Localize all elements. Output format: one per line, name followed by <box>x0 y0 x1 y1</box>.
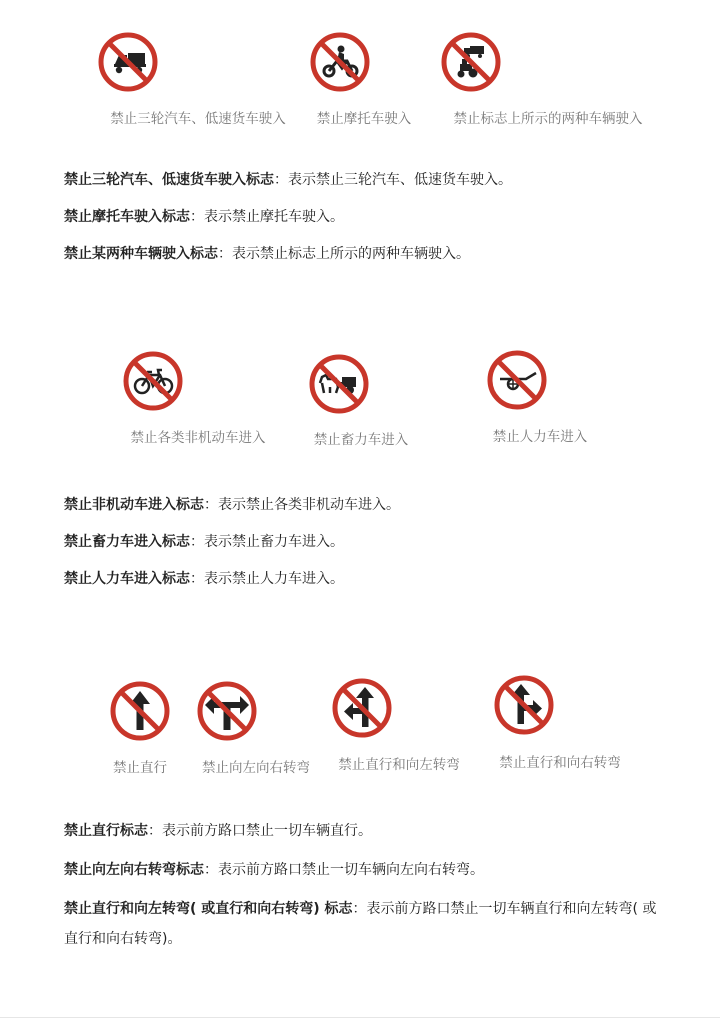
description-text: ：表示禁止三轮汽车、低速货车驶入。 <box>274 172 512 188</box>
description-line <box>64 816 664 846</box>
description-term: 禁止非机动车进入标志 <box>64 497 204 513</box>
no-left-right-turn-sign-icon <box>196 680 258 742</box>
description-term: 禁止摩托车驶入标志 <box>64 209 190 225</box>
description-term: 禁止直行和向左转弯( 或直行和向右转弯) 标志 <box>64 901 353 917</box>
no-animal-cart-sign-icon <box>308 353 370 415</box>
description-line <box>64 894 664 954</box>
description-term: 禁止畜力车进入标志 <box>64 534 190 550</box>
description-text: ：表示前方路口禁止一切车辆直行。 <box>148 823 372 839</box>
caption-no-two-vehicles: 禁止标志上所示的两种车辆驶入 <box>453 111 643 127</box>
description-line <box>64 239 664 269</box>
no-motorcycle-sign-icon <box>309 31 371 93</box>
description-text: ：表示禁止摩托车驶入。 <box>190 209 344 225</box>
description-text: ：表示禁止标志上所示的两种车辆驶入。 <box>218 246 470 262</box>
description-line <box>64 527 664 557</box>
description-term: 禁止人力车进入标志 <box>64 571 190 587</box>
caption-no-straight-left: 禁止直行和向左转弯 <box>338 757 460 773</box>
description-text: ：表示禁止畜力车进入。 <box>190 534 344 550</box>
description-term: 禁止向左向右转弯标志 <box>64 862 204 878</box>
description-term: 禁止三轮汽车、低速货车驶入标志 <box>64 172 274 188</box>
description-line <box>64 165 664 195</box>
caption-no-left-right-turn: 禁止向左向右转弯 <box>202 760 310 776</box>
no-tractor-truck-sign-icon <box>440 31 502 93</box>
description-line <box>64 490 664 520</box>
description-line <box>64 202 664 232</box>
description-text: ：表示前方路口禁止一切车辆直行和向左转弯( 或直行和向右转弯)。 <box>64 901 657 947</box>
no-straight-right-sign-icon <box>493 674 555 736</box>
caption-no-handcart: 禁止人力车进入 <box>492 429 588 445</box>
caption-no-tricycle-truck: 禁止三轮汽车、低速货车驶入 <box>110 111 286 127</box>
no-straight-left-sign-icon <box>331 677 393 739</box>
no-straight-sign-icon <box>109 680 171 742</box>
caption-no-straight: 禁止直行 <box>113 760 167 776</box>
caption-no-non-motor: 禁止各类非机动车进入 <box>130 430 266 446</box>
caption-no-animal-cart: 禁止畜力车进入 <box>313 432 409 448</box>
no-tricycle-truck-sign-icon <box>97 31 159 93</box>
description-line <box>64 855 664 885</box>
caption-no-motorcycle: 禁止摩托车驶入 <box>316 111 412 127</box>
no-handcart-sign-icon <box>486 349 548 411</box>
description-term: 禁止某两种车辆驶入标志 <box>64 246 218 262</box>
no-bicycle-sign-icon <box>122 350 184 412</box>
description-text: ：表示前方路口禁止一切车辆向左向右转弯。 <box>204 862 484 878</box>
description-term: 禁止直行标志 <box>64 823 148 839</box>
description-text: ：表示禁止各类非机动车进入。 <box>204 497 400 513</box>
description-line <box>64 564 664 594</box>
description-text: ：表示禁止人力车进入。 <box>190 571 344 587</box>
caption-no-straight-right: 禁止直行和向右转弯 <box>499 755 621 771</box>
